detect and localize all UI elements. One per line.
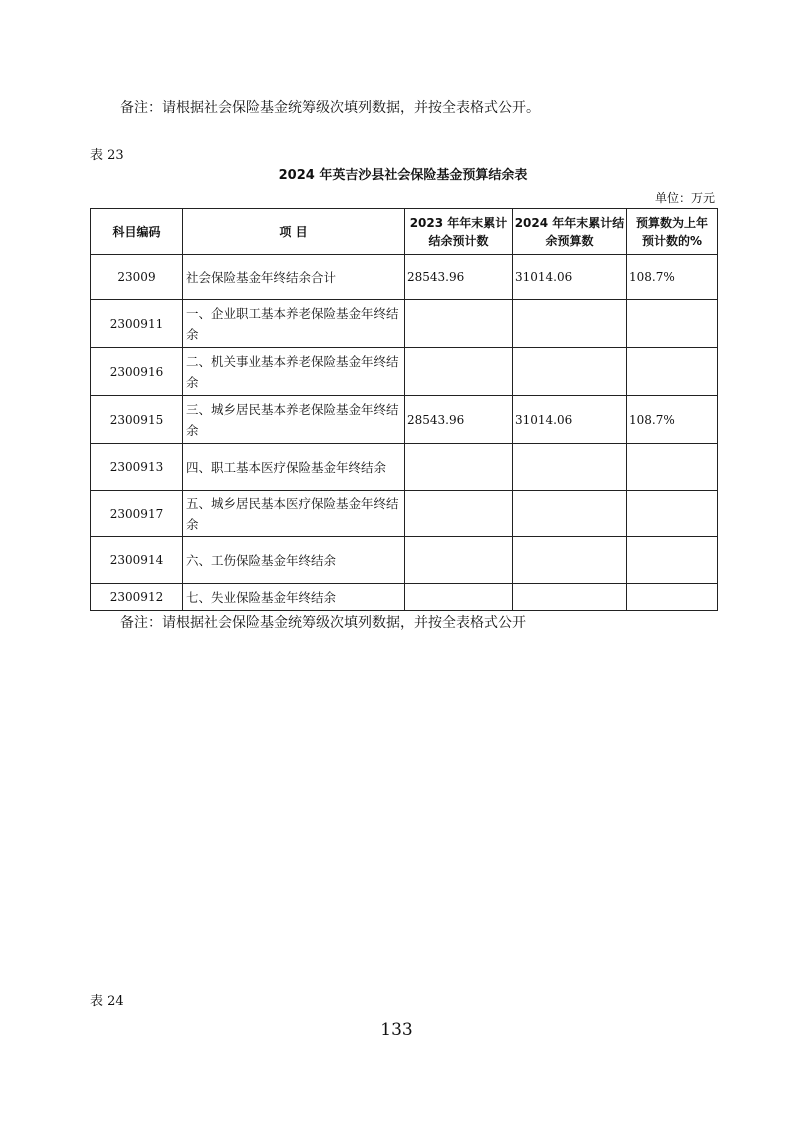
header-prev-line2: 结余预计数 [428,233,489,248]
header-code: 科目编码 [91,209,183,255]
row-prev-balance [405,537,513,584]
row-prev-balance [405,491,513,537]
header-budget-balance [513,209,627,255]
row-code: 2300916 [91,348,183,396]
row-code: 2300917 [91,491,183,537]
row-code: 2300915 [91,396,183,444]
header-row [91,209,718,255]
header-ratio-line1: 预算数为上年 [635,215,708,230]
balance-table [90,208,718,611]
row-code: 2300913 [91,444,183,491]
header-budget-line2: 余预算数 [545,233,594,248]
row-ratio [627,537,718,584]
unit-label: 单位：万元 [654,191,715,205]
header-item: 项 目 [183,209,405,255]
row-budget-balance: 31014.06 [513,255,627,300]
row-item: 五、城乡居民基本医疗保险基金年终结余 [183,491,405,537]
header-ratio [627,209,718,255]
page-number: 133 [380,1020,413,1040]
row-prev-balance [405,444,513,491]
header-budget-line1: 2024 年年末累计结 [514,215,625,230]
table-row [91,444,718,491]
header-prev-balance [405,209,513,255]
row-item: 六、工伤保险基金年终结余 [183,537,405,584]
row-code: 2300914 [91,537,183,584]
table-row [91,300,718,348]
row-prev-balance: 28543.96 [405,396,513,444]
note-bottom: 备注：请根据社会保险基金统筹级次填列数据，并按全表格式公开 [120,615,526,631]
header-ratio-line2: 预计数的% [641,233,703,248]
row-prev-balance [405,300,513,348]
row-ratio: 108.7% [627,255,718,300]
row-ratio [627,300,718,348]
table-row [91,584,718,611]
table-row [91,537,718,584]
note-top: 备注：请根据社会保险基金统筹级次填列数据，并按全表格式公开。 [120,100,540,116]
row-code: 2300911 [91,300,183,348]
row-budget-balance [513,584,627,611]
row-budget-balance: 31014.06 [513,396,627,444]
table-title: 2024 年英吉沙县社会保险基金预算结余表 [278,168,528,183]
row-budget-balance [513,300,627,348]
row-item: 七、失业保险基金年终结余 [183,584,405,611]
row-ratio [627,491,718,537]
row-code: 23009 [91,255,183,300]
row-ratio: 108.7% [627,396,718,444]
table-row [91,491,718,537]
header-prev-line1: 2023 年年末累计 [409,215,508,230]
row-item: 三、城乡居民基本养老保险基金年终结余 [183,396,405,444]
row-item: 四、职工基本医疗保险基金年终结余 [183,444,405,491]
next-table-number: 表 24 [90,994,124,1009]
row-prev-balance: 28543.96 [405,255,513,300]
row-ratio [627,444,718,491]
row-budget-balance [513,348,627,396]
row-item: 二、机关事业基本养老保险基金年终结余 [183,348,405,396]
row-budget-balance [513,537,627,584]
table-row [91,348,718,396]
row-budget-balance [513,491,627,537]
row-prev-balance [405,348,513,396]
row-ratio [627,348,718,396]
table-row [91,255,718,300]
row-item: 社会保险基金年终结余合计 [183,255,405,300]
row-item: 一、企业职工基本养老保险基金年终结余 [183,300,405,348]
table-number: 表 23 [90,148,124,163]
row-ratio [627,584,718,611]
row-budget-balance [513,444,627,491]
row-code: 2300912 [91,584,183,611]
table-row [91,396,718,444]
row-prev-balance [405,584,513,611]
